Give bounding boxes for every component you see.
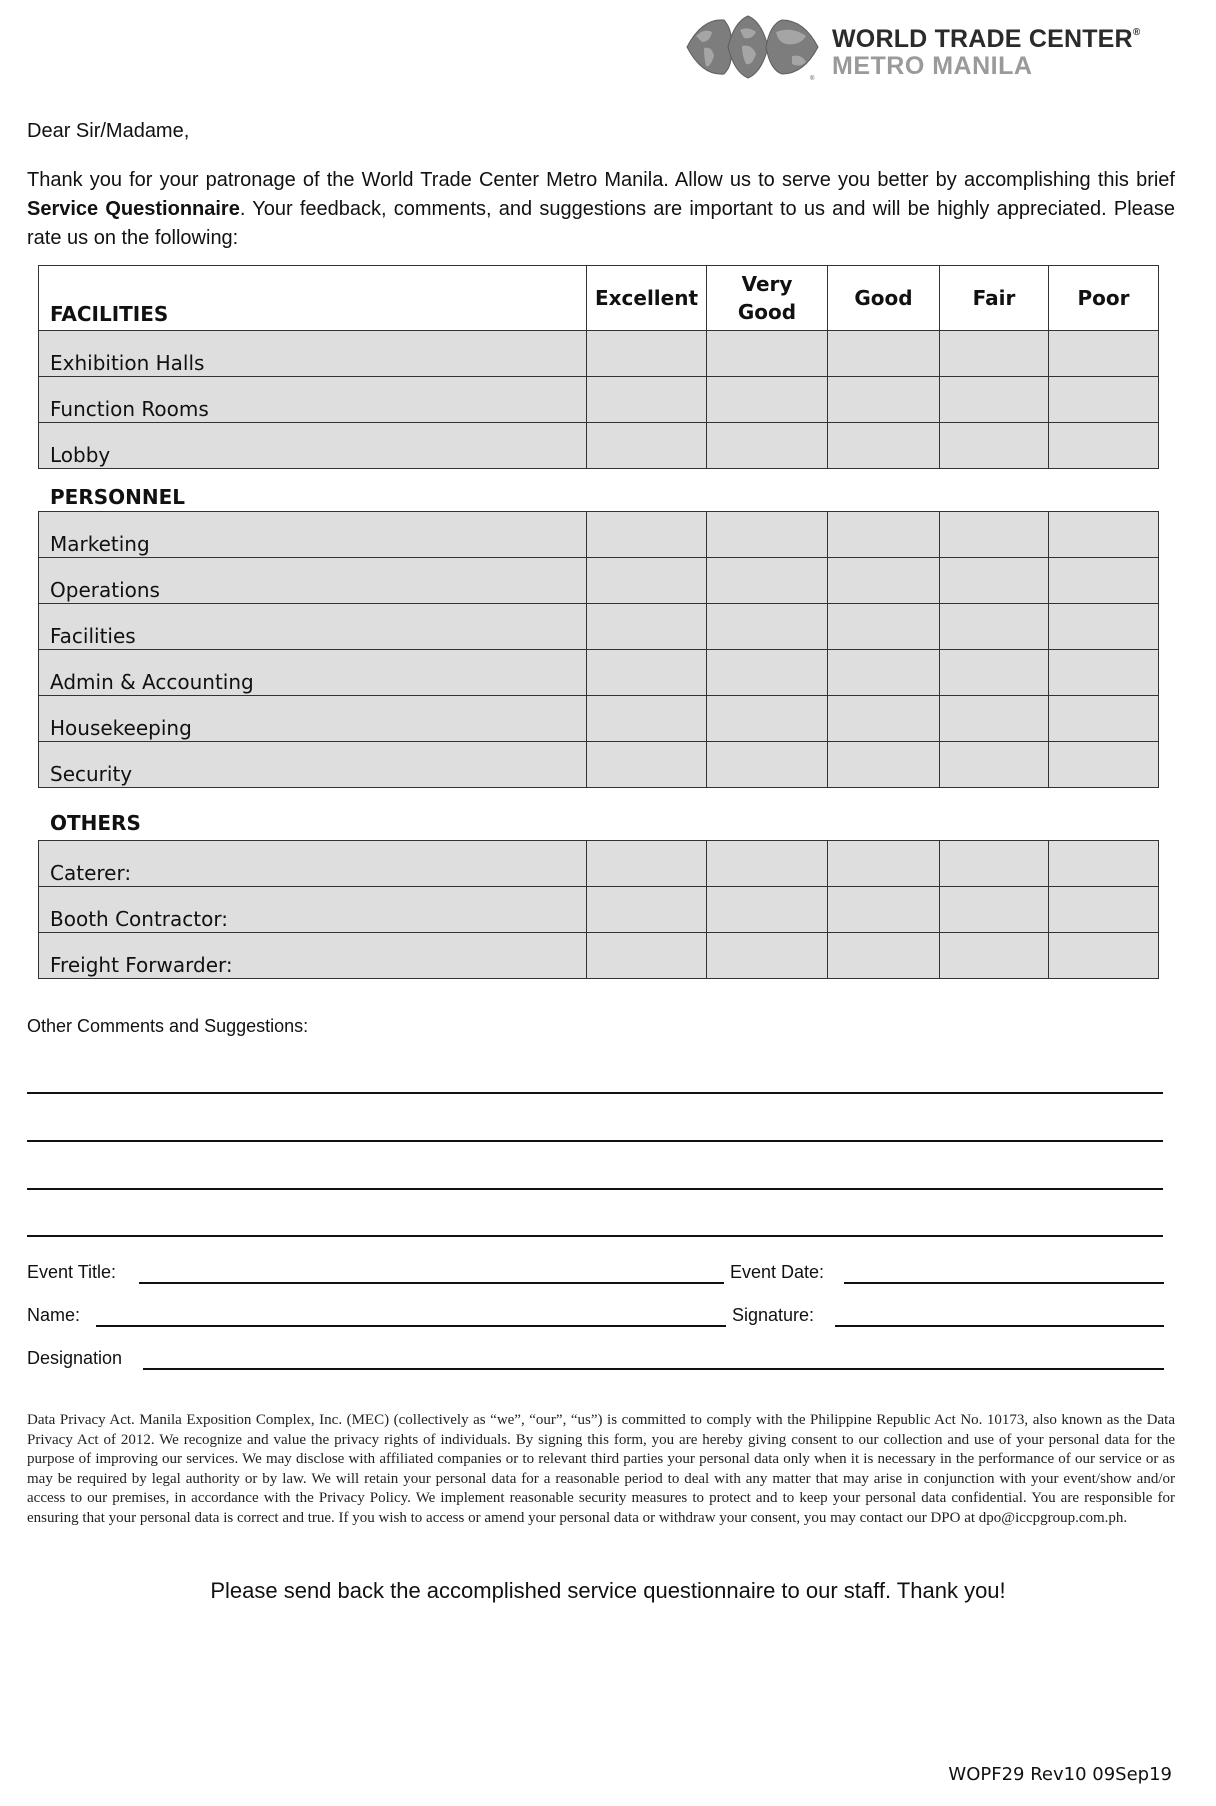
table-row <box>39 331 1159 377</box>
closing-message: Please send back the accomplished service questionnaire to our staff. Thank you! <box>210 1578 1006 1603</box>
rating-cell-very-good[interactable] <box>707 650 828 696</box>
comments-label: Other Comments and Suggestions: <box>27 1016 309 1036</box>
rating-cell-good[interactable] <box>828 604 940 650</box>
rating-cell-fair[interactable] <box>940 604 1049 650</box>
rating-cell-excellent[interactable] <box>587 558 707 604</box>
name-label: Name: <box>27 1305 81 1325</box>
logo-subtitle: METRO MANILA <box>832 52 1033 80</box>
row-label-operations: Operations <box>39 558 587 604</box>
rating-cell-good[interactable] <box>828 696 940 742</box>
rating-cell-fair[interactable] <box>940 696 1049 742</box>
rating-cell-fair[interactable] <box>940 331 1049 377</box>
rating-cell-poor[interactable] <box>1049 512 1159 558</box>
table-row <box>39 887 1159 933</box>
rating-cell-good[interactable] <box>828 742 940 788</box>
rating-cell-fair[interactable] <box>940 558 1049 604</box>
event-title-field[interactable] <box>139 1282 724 1284</box>
rating-cell-poor[interactable] <box>1049 841 1159 887</box>
table-row <box>39 604 1159 650</box>
row-label-housekeeping: Housekeeping <box>39 696 587 742</box>
rating-cell-good[interactable] <box>828 423 940 469</box>
facilities-rating-table <box>38 265 1159 469</box>
column-good: Good <box>828 266 940 331</box>
rating-cell-very-good[interactable] <box>707 933 828 979</box>
rating-cell-excellent[interactable] <box>587 377 707 423</box>
table-row <box>39 558 1159 604</box>
table-row <box>39 377 1159 423</box>
comment-line-4[interactable] <box>27 1235 1163 1237</box>
rating-cell-poor[interactable] <box>1049 696 1159 742</box>
name-row <box>27 1305 1177 1331</box>
column-very-good: Very Good <box>707 266 828 331</box>
form-code: WOPF29 Rev10 09Sep19 <box>948 1764 1172 1785</box>
rating-cell-poor[interactable] <box>1049 742 1159 788</box>
rating-cell-good[interactable] <box>828 377 940 423</box>
rating-cell-very-good[interactable] <box>707 558 828 604</box>
row-label-exhibition-halls: Exhibition Halls <box>39 331 587 377</box>
rating-cell-excellent[interactable] <box>587 742 707 788</box>
event-date-field[interactable] <box>844 1282 1164 1284</box>
comment-line-1[interactable] <box>27 1092 1163 1094</box>
logo-title: WORLD TRADE CENTER® <box>832 25 1141 53</box>
rating-cell-poor[interactable] <box>1049 331 1159 377</box>
event-title-label: Event Title: <box>27 1262 117 1282</box>
column-fair: Fair <box>940 266 1049 331</box>
name-field[interactable] <box>96 1325 726 1327</box>
event-date-label: Event Date: <box>730 1262 825 1282</box>
table-row <box>39 933 1159 979</box>
svg-text:®: ® <box>810 76 815 82</box>
rating-cell-very-good[interactable] <box>707 377 828 423</box>
rating-header-row <box>39 266 1159 331</box>
rating-cell-poor[interactable] <box>1049 377 1159 423</box>
row-label-admin-accounting: Admin & Accounting <box>39 650 587 696</box>
table-row <box>39 512 1159 558</box>
rating-cell-good[interactable] <box>828 841 940 887</box>
signature-label: Signature: <box>732 1305 815 1325</box>
row-label-function-rooms: Function Rooms <box>39 377 587 423</box>
rating-cell-excellent[interactable] <box>587 331 707 377</box>
column-poor: Poor <box>1049 266 1159 331</box>
rating-cell-excellent[interactable] <box>587 604 707 650</box>
rating-cell-very-good[interactable] <box>707 423 828 469</box>
globe-triptych-icon <box>682 12 822 82</box>
rating-cell-good[interactable] <box>828 558 940 604</box>
rating-cell-poor[interactable] <box>1049 604 1159 650</box>
rating-cell-very-good[interactable] <box>707 696 828 742</box>
intro-paragraph: Thank you for your patronage of the World Trade Center Metro Manila. Allow us to serve you better by accomplishing this brief Service Questionnaire. Your feedback, comments, and suggestions are important to us and will be highly appreciated. Please rate us on the following: <box>27 169 1175 249</box>
rating-cell-fair[interactable] <box>940 512 1049 558</box>
column-excellent: Excellent <box>587 266 707 331</box>
designation-row <box>27 1348 1177 1374</box>
intro-bold-phrase: Service Questionnaire <box>27 198 240 220</box>
others-rating-table <box>38 840 1159 979</box>
rating-cell-poor[interactable] <box>1049 650 1159 696</box>
rating-cell-poor[interactable] <box>1049 423 1159 469</box>
rating-cell-very-good[interactable] <box>707 512 828 558</box>
rating-cell-fair[interactable] <box>940 377 1049 423</box>
rating-cell-excellent[interactable] <box>587 933 707 979</box>
rating-cell-good[interactable] <box>828 650 940 696</box>
wtc-logo <box>682 12 1202 82</box>
table-row <box>39 841 1159 887</box>
rating-cell-poor[interactable] <box>1049 558 1159 604</box>
rating-cell-poor[interactable] <box>1049 887 1159 933</box>
designation-field[interactable] <box>143 1368 1164 1370</box>
row-label-security: Security <box>39 742 587 788</box>
rating-cell-excellent[interactable] <box>587 887 707 933</box>
section-title-others: OTHERS <box>50 811 141 835</box>
rating-cell-excellent[interactable] <box>587 512 707 558</box>
rating-cell-very-good[interactable] <box>707 887 828 933</box>
rating-cell-fair[interactable] <box>940 933 1049 979</box>
rating-cell-good[interactable] <box>828 887 940 933</box>
row-label-lobby: Lobby <box>39 423 587 469</box>
rating-cell-excellent[interactable] <box>587 650 707 696</box>
rating-cell-good[interactable] <box>828 512 940 558</box>
rating-cell-fair[interactable] <box>940 841 1049 887</box>
rating-cell-very-good[interactable] <box>707 331 828 377</box>
rating-cell-poor[interactable] <box>1049 933 1159 979</box>
comment-line-2[interactable] <box>27 1140 1163 1142</box>
data-privacy-notice: Data Privacy Act. Manila Exposition Complex, Inc. (MEC) (collectively as “we”, “our”, “us”) is committed to comply with the Philippine Republic Act No. 10173, also known as the Data Privacy Act of 2012. We recognize and value the privacy rights of individuals. By signing this form, you are hereby giving consent to our collection and use of your personal data for the purpose of improving our services. We may disclose with affiliated companies or to relevant third parties your personal data only when it is necessary in the performance of our service or as may be required by legal authority or by law. We will retain your personal data for a reasonable period to deal with any matter that may arise in conjunction with your event/show and/or access to our premises, in accordance with the Privacy Policy. We implement reasonable security measures to protect and to keep your personal data confidential. You are responsible for ensuring that your personal data is correct and true. If you wish to access or amend your personal data or withdraw your consent, you may contact our DPO at dpo@iccpgroup.com.ph. <box>27 1412 1175 1526</box>
section-title-personnel: PERSONNEL <box>50 485 186 509</box>
rating-cell-fair[interactable] <box>940 742 1049 788</box>
rating-cell-very-good[interactable] <box>707 742 828 788</box>
rating-cell-very-good[interactable] <box>707 604 828 650</box>
event-row <box>27 1262 1177 1288</box>
rating-cell-excellent[interactable] <box>587 423 707 469</box>
row-label-booth-contractor: Booth Contractor: <box>39 887 587 933</box>
table-row <box>39 696 1159 742</box>
table-row <box>39 742 1159 788</box>
rating-cell-excellent[interactable] <box>587 696 707 742</box>
row-label-freight-forwarder: Freight Forwarder: <box>39 933 587 979</box>
greeting: Dear Sir/Madame, <box>27 120 190 142</box>
rating-cell-fair[interactable] <box>940 423 1049 469</box>
row-label-marketing: Marketing <box>39 512 587 558</box>
designation-label: Designation <box>27 1348 123 1368</box>
signature-field[interactable] <box>835 1325 1164 1327</box>
section-title-facilities: FACILITIES <box>39 266 587 331</box>
table-row <box>39 423 1159 469</box>
personnel-rating-table <box>38 511 1159 788</box>
rating-cell-good[interactable] <box>828 331 940 377</box>
rating-cell-fair[interactable] <box>940 887 1049 933</box>
rating-cell-excellent[interactable] <box>587 841 707 887</box>
row-label-caterer: Caterer: <box>39 841 587 887</box>
rating-cell-fair[interactable] <box>940 650 1049 696</box>
table-row <box>39 650 1159 696</box>
comment-line-3[interactable] <box>27 1188 1163 1190</box>
row-label-facilities: Facilities <box>39 604 587 650</box>
rating-cell-very-good[interactable] <box>707 841 828 887</box>
rating-cell-good[interactable] <box>828 933 940 979</box>
